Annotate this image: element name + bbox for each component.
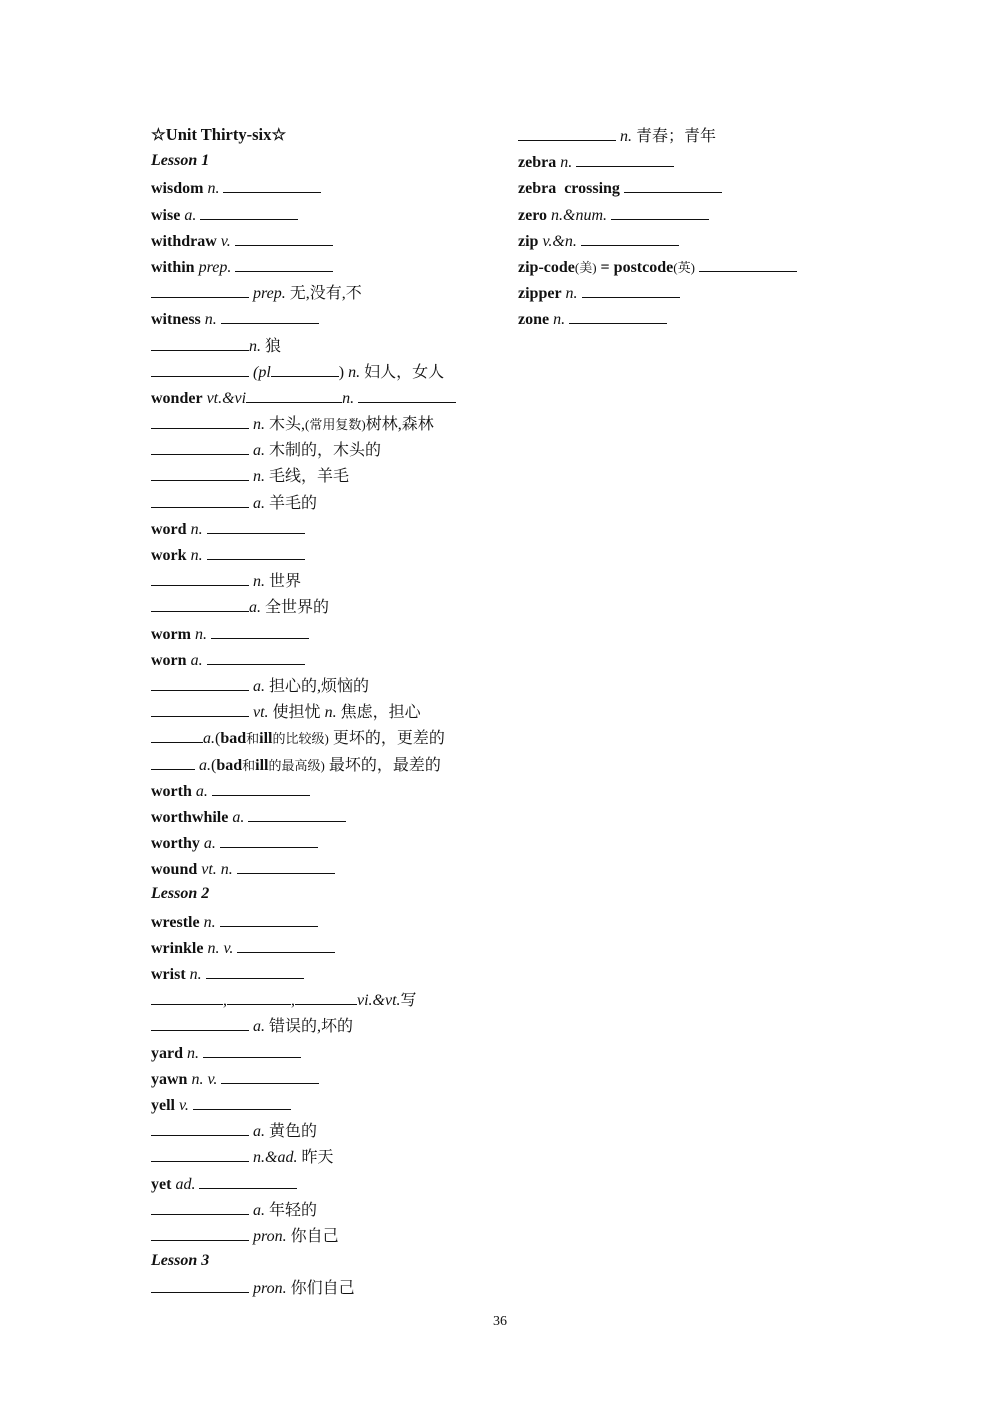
entry-worst [151,751,501,777]
answer-blank[interactable] [237,934,335,953]
entry-zebra-crossing [518,174,858,200]
part-of-speech: n. [620,128,632,145]
entry-zebra [518,148,858,174]
part-of-speech: n. [560,154,573,172]
headword-2: postcode [613,258,674,276]
entry-worry [151,698,501,724]
headword: zip-code [518,258,575,276]
answer-blank[interactable] [206,960,304,979]
answer-blank[interactable] [569,305,667,324]
unit-title: ☆Unit Thirty-six☆ [151,125,287,144]
part-of-speech: n. [553,311,566,329]
page-number: 36 [493,1314,507,1329]
meaning: 毛线，羊毛 [269,468,350,486]
entry-wrinkle [151,934,501,960]
entry-yesterday [151,1143,501,1169]
meaning-note: (常用复数) [305,417,366,433]
plural-blank[interactable] [271,358,339,377]
answer-blank[interactable] [199,1170,297,1189]
entry-wolf [151,332,501,358]
part-of-speech: pron. [253,1280,287,1298]
entry-woolen [151,489,501,515]
note-open: ( [215,730,221,748]
entry-youth [518,122,858,148]
answer-blank[interactable] [235,253,333,272]
headword: yard [151,1044,183,1062]
entry-wood [151,410,501,436]
part-of-speech: n. [204,311,217,329]
lesson-2-heading: Lesson 2 [151,885,210,903]
entry-zip [518,227,858,253]
entry-word [151,515,501,541]
part-of-speech: a. [184,206,197,224]
part-of-speech: v. [179,1096,189,1114]
meaning: 黄色的 [269,1123,318,1141]
headword: wound [151,861,198,879]
entry-wise [151,201,501,227]
headword: within [151,258,195,276]
part-of-speech: n.&num. [551,206,608,224]
answer-blank[interactable] [151,672,249,691]
answer-blank[interactable] [151,986,223,1005]
meaning: 最坏的，最差的 [328,756,441,774]
headword: yawn [151,1070,188,1088]
entry-worth [151,777,501,803]
part-of-speech: a. [232,808,245,826]
part-of-speech-2: n. [342,389,355,407]
answer-blank[interactable] [151,724,203,743]
answer-blank[interactable] [151,593,249,612]
meaning: 错误的,坏的 [269,1018,354,1036]
meaning: 青春；青年 [636,128,717,145]
entry-write [151,986,501,1012]
part-of-speech: n. [194,625,207,643]
meaning: 年轻的 [269,1201,318,1219]
answer-blank[interactable] [207,646,305,665]
part-of-speech: n. [249,337,261,355]
meaning: 木头, [269,416,306,434]
answer-blank[interactable] [220,829,318,848]
note-word-ill: ill [255,756,269,774]
answer-blank[interactable] [611,201,709,220]
part-of-speech: a. [203,730,215,748]
answer-blank[interactable] [246,384,342,403]
meaning: 更坏的，更差的 [332,730,445,748]
part-of-speech: n. [187,1044,199,1062]
answer-blank[interactable] [248,803,346,822]
headword: worth [151,782,192,800]
headword: word [151,520,187,538]
note-open: ( [211,756,217,774]
headword: wise [151,206,181,224]
answer-blank[interactable] [193,1091,291,1110]
entry-wrestle [151,908,501,934]
answer-blank[interactable] [237,855,335,874]
entry-within [151,253,501,279]
headword: zebra [518,154,557,172]
answer-blank[interactable] [207,541,305,560]
entry-yawn [151,1065,501,1091]
part-of-speech: n. [203,913,216,931]
entry-worse [151,724,501,750]
answer-blank[interactable] [220,908,318,927]
meaning: 担心的,烦恼的 [269,677,370,695]
meaning: 羊毛的 [269,494,318,512]
answer-blank[interactable] [576,148,674,167]
part-of-speech: n. v. [191,1070,218,1088]
lesson-1-heading: Lesson 1 [151,152,210,170]
headword: wrinkle [151,939,204,957]
answer-blank[interactable] [221,305,319,324]
headword: withdraw [151,232,217,250]
right-column [518,122,858,332]
headword: zip [518,232,539,250]
entry-zone [518,305,858,331]
part-of-speech: n. [189,966,202,983]
part-of-speech: n.&ad. [253,1149,298,1167]
answer-blank[interactable] [151,1196,249,1215]
part-of-speech: n. [348,363,361,381]
part-of-speech: n. [565,285,578,303]
meaning-2: 焦虑，担心 [340,704,421,722]
part-of-speech: a. [253,677,265,695]
answer-blank-2[interactable] [227,986,291,1005]
note-and: 和 [246,731,260,747]
answer-blank[interactable] [151,1222,249,1241]
meaning: 使担忧 [272,704,321,722]
region-note-us: (美) [574,259,597,275]
meaning: 你们自己 [290,1280,355,1298]
part-of-speech: n. [207,180,220,198]
note-word-bad: bad [216,756,243,774]
note-word-bad: bad [220,730,247,748]
entry-yell [151,1091,501,1117]
entry-zip-code [518,253,858,279]
headword: zero [518,206,548,224]
answer-blank[interactable] [581,227,679,246]
part-of-speech: prep. [198,258,232,276]
note-text: 的最高级) [268,757,325,773]
answer-blank[interactable] [151,567,249,586]
answer-blank[interactable] [151,279,249,298]
equals-sign: = [600,258,610,276]
part-of-speech: vt. n. [201,861,233,879]
part-of-speech: a. [253,494,265,512]
part-of-speech: a. [190,651,203,669]
entry-work [151,541,501,567]
headword: zipper [518,285,562,303]
part-of-speech: v. [220,232,231,250]
headword: worn [151,651,187,669]
answer-blank[interactable] [151,462,249,481]
headword: work [151,547,187,564]
headword: wrist [151,966,186,983]
headword: zebra crossing [518,180,620,198]
meaning: 无,没有,不 [289,285,362,303]
answer-blank[interactable] [624,174,722,193]
part-of-speech: a. [195,782,208,800]
entry-zipper [518,279,858,305]
entry-wound [151,855,501,881]
headword: wonder [151,389,203,407]
part-of-speech: pron. [253,1227,287,1245]
entry-woman [151,358,501,384]
separator: , [223,992,227,1010]
part-of-speech: a. [253,1201,265,1219]
part-of-speech: n. [253,416,265,434]
part-of-speech: n. [253,468,265,486]
part-of-speech: a. [199,756,211,774]
part-of-speech: a. [249,599,261,617]
note-word-ill: ill [259,730,273,748]
answer-blank[interactable] [200,201,298,220]
entry-wrist [151,960,501,986]
answer-blank-3[interactable] [295,986,357,1005]
answer-blank[interactable] [151,1274,249,1293]
answer-blank[interactable] [151,332,249,351]
entry-yet [151,1170,501,1196]
note-text: 的比较级) [272,731,329,747]
answer-blank[interactable] [518,122,616,141]
answer-blank[interactable] [151,1012,249,1031]
headword: yet [151,1175,172,1193]
meaning: 木制的，木头的 [269,442,382,460]
entry-without [151,279,501,305]
answer-blank[interactable] [223,174,321,193]
answer-blank[interactable] [211,620,309,639]
part-of-speech: n. v. [207,939,234,957]
entry-worthwhile [151,803,501,829]
headword: wrestle [151,913,200,931]
part-of-speech: a. [253,1018,265,1036]
answer-blank[interactable] [151,1117,249,1136]
answer-blank[interactable] [235,227,333,246]
part-of-speech: n. [190,520,203,538]
headword: zone [518,311,550,329]
answer-blank[interactable] [151,410,249,429]
part-of-speech: n. [253,573,265,591]
answer-blank[interactable] [151,436,249,455]
part-of-speech: vt. [253,704,269,722]
answer-blank[interactable] [151,698,249,717]
meaning: 世界 [269,573,302,591]
entry-wool [151,462,501,488]
answer-blank[interactable] [151,358,249,377]
part-of-speech-2: n. [324,704,337,722]
entry-worthy [151,829,501,855]
entry-wooden [151,436,501,462]
meaning: 全世界的 [265,599,330,617]
part-of-speech: vt.&vi [206,389,247,407]
meaning-extra: 树林,森林 [365,416,434,434]
entry-wisdom [151,174,501,200]
headword: worthwhile [151,808,229,826]
plural-label: (pl [253,363,271,381]
entry-worn [151,646,501,672]
headword: worm [151,625,191,643]
part-of-speech: prep. [253,285,286,303]
headword: worthy [151,835,200,853]
lesson-3-heading: Lesson 3 [151,1252,210,1270]
answer-blank[interactable] [151,489,249,508]
entry-withdraw [151,227,501,253]
answer-blank[interactable] [203,1039,301,1058]
meaning: 你自己 [290,1227,339,1245]
entry-young [151,1196,501,1222]
answer-blank[interactable] [207,515,305,534]
answer-blank[interactable] [151,751,195,770]
entry-worldwide [151,593,501,619]
entry-wrong [151,1012,501,1038]
separator-2: , [291,992,295,1010]
headword: witness [151,311,201,329]
part-of-speech: a. [253,442,265,460]
headword: wisdom [151,180,204,198]
region-note-uk: (英) [673,259,695,275]
answer-blank[interactable] [151,1143,249,1162]
meaning: 妇人，女人 [364,363,445,381]
part-of-speech: vi.&vt. [357,992,401,1010]
part-of-speech: ad. [175,1175,196,1193]
part-of-speech: a. [203,835,216,853]
entry-wonder [151,384,501,410]
meaning: 昨天 [301,1149,334,1167]
answer-blank[interactable] [221,1065,319,1084]
note-and: 和 [242,757,256,773]
part-of-speech: a. [253,1123,265,1141]
left-column [151,122,501,1300]
part-of-speech: v.&n. [542,232,577,250]
entry-worm [151,620,501,646]
meaning: 狼 [265,337,282,355]
headword: yell [151,1096,175,1114]
meaning: 写 [400,992,417,1010]
part-of-speech: n. [190,547,203,564]
entry-witness [151,305,501,331]
answer-blank[interactable] [699,253,797,272]
entry-yourselves [151,1274,501,1300]
answer-blank[interactable] [582,279,680,298]
answer-blank-2[interactable] [358,384,456,403]
entry-zero [518,201,858,227]
plural-close: ) [338,363,345,381]
entry-yourself [151,1222,501,1248]
answer-blank[interactable] [212,777,310,796]
entry-world [151,567,501,593]
entry-worried [151,672,501,698]
entry-yard [151,1039,501,1065]
entry-yellow [151,1117,501,1143]
